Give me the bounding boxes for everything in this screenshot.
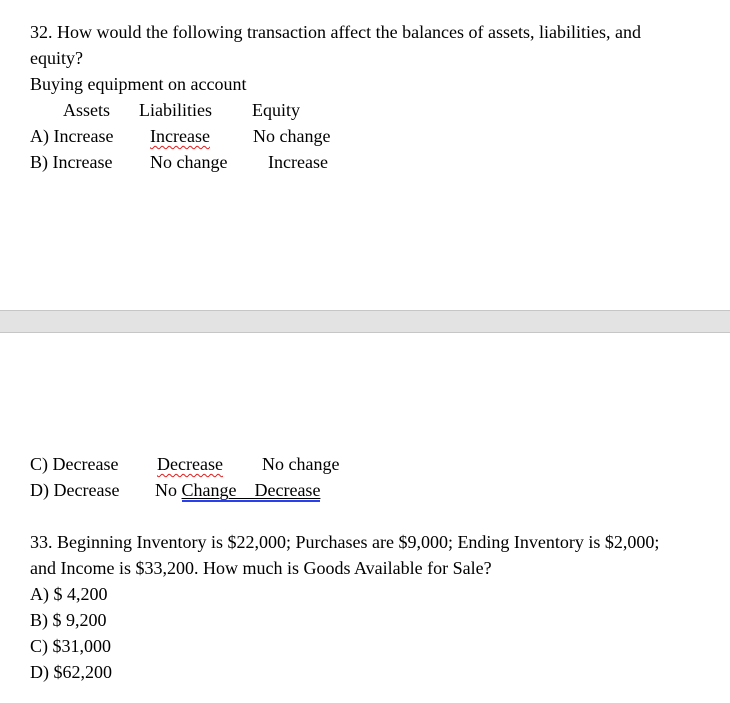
option-b-liabilities: No change	[150, 152, 228, 172]
question-33-text-line-2: and Income is $33,200. How much is Goods Available for Sale?	[30, 558, 492, 578]
option-c-label: C) Decrease	[30, 454, 119, 474]
question-32-block	[30, 19, 724, 175]
question-33-option-a: A) $ 4,200	[30, 584, 108, 604]
question-32-text-line-2: equity?	[30, 48, 83, 68]
option-d-answer-grammar-underline: Change Decrease	[181, 480, 321, 500]
column-header-equity: Equity	[252, 100, 300, 120]
question-33-text-line-1: 33. Beginning Inventory is $22,000; Purchases are $9,000; Ending Inventory is $2,000;	[30, 532, 660, 552]
option-d-row	[30, 477, 724, 503]
option-c-equity: No change	[262, 454, 340, 474]
option-c-liabilities-spellcheck: Decrease	[157, 454, 223, 474]
option-b-row	[30, 149, 724, 175]
page-break-separator	[0, 310, 730, 333]
question-32-scenario: Buying equipment on account	[30, 74, 247, 94]
option-a-label: A) Increase	[30, 126, 114, 146]
option-b-equity: Increase	[268, 152, 328, 172]
question-33-option-d: D) $62,200	[30, 662, 112, 682]
option-d-answer-prefix: No	[155, 480, 182, 500]
column-header-assets: Assets	[63, 100, 111, 120]
option-a-liabilities-spellcheck: Increase	[150, 126, 210, 146]
question-32-text-line-1: 32. How would the following transaction affect the balances of assets, liabilities, and	[30, 22, 642, 42]
option-a-equity: No change	[253, 126, 331, 146]
option-b-label: B) Increase	[30, 152, 113, 172]
option-a-row	[30, 123, 724, 149]
question-32-options-cd-block	[30, 451, 724, 503]
column-header-row	[30, 97, 724, 123]
question-33-option-c: C) $31,000	[30, 636, 111, 656]
option-d-label: D) Decrease	[30, 480, 120, 500]
option-d-answer	[155, 477, 320, 503]
column-header-liabilities: Liabilities	[139, 100, 212, 120]
option-c-row	[30, 451, 724, 477]
question-33-option-b: B) $ 9,200	[30, 610, 107, 630]
question-33-block	[30, 529, 724, 685]
